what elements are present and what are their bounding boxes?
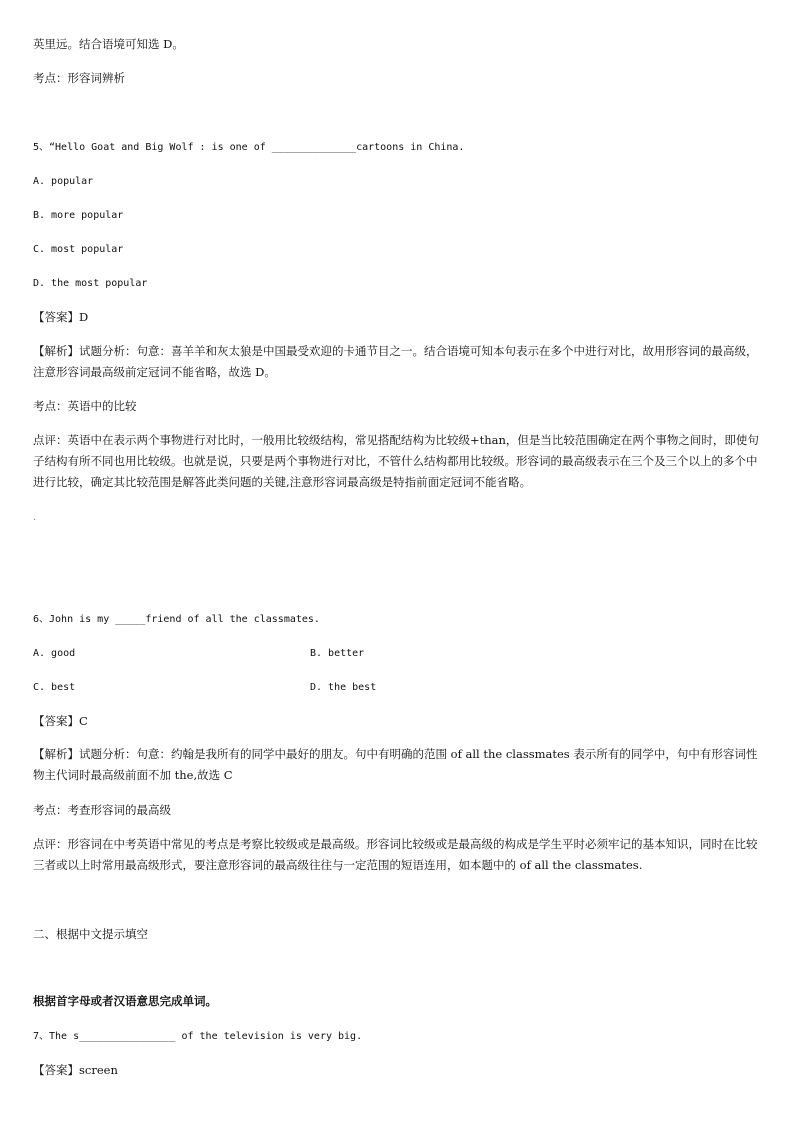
q5-stem: 5、“Hello Goat and Big Wolf : is one of ______________cartoons in China.	[33, 142, 465, 153]
q6-option-d: D. the best	[310, 682, 377, 693]
section-instruction: 根据首字母或者汉语意思完成单词。	[33, 994, 217, 1008]
q6-stem: 6、John is my _____friend of all the classmates.	[33, 614, 320, 625]
q6-kaodian: 考点：考查形容词的最高级	[33, 803, 171, 817]
q5-option-c: C. most popular	[33, 244, 124, 255]
q5-option-d: D. the most popular	[33, 278, 148, 289]
q5-option-b: B. more popular	[33, 210, 124, 221]
section-heading: 二、根据中文提示填空	[33, 927, 148, 941]
q5-option-a: A. popular	[33, 176, 94, 187]
stray-dot: ·	[33, 515, 37, 526]
q5-comment: 点评：英语中在表示两个事物进行对比时，一般用比较级结构，常见搭配结构为比较级+than，但是当比较范围确定在两个事物之间时，即使句子结构有所不同也用比较级。也就是说，只要是两个事物进行对比，不管什么结构都用比较级。形容词的最高级表示在三个及三个以上的多个中进行比较，确定其比较范围是解答此类问题的关键,注意形容词最高级是特指前面定冠词不能省略。	[33, 433, 759, 489]
q6-answer: 【答案】C	[33, 714, 88, 728]
q6-comment: 点评：形容词在中考英语中常见的考点是考察比较级或是最高级。形容词比较级或是最高级的构成是学生平时必须牢记的基本知识，同时在比较三者或以上时常用最高级形式，要注意形容词的最高级往往与一定范围的短语连用，如本题中的 of all the classmates.	[33, 837, 758, 872]
q7-stem: 7、The s________________ of the television is very big.	[33, 1031, 363, 1042]
q6-analysis: 【解析】试题分析：句意：约翰是我所有的同学中最好的朋友。句中有明确的范围 of all the classmates 表示所有的同学中，句中有形容词性物主代词时最高级前面不加 the,故选 C	[33, 747, 758, 782]
q7-answer: 【答案】screen	[33, 1063, 118, 1077]
q5-answer: 【答案】D	[33, 310, 89, 324]
q5-kaodian: 考点：英语中的比较	[33, 399, 137, 413]
q5-analysis: 【解析】试题分析：句意：喜羊羊和灰太狼是中国最受欢迎的卡通节目之一。结合语境可知本句表示在多个中进行对比，故用形容词的最高级，注意形容词最高级前定冠词不能省略，故选 D。	[33, 344, 758, 379]
q6-option-c: C. best	[33, 682, 76, 693]
q4-tail-text: 英里远。结合语境可知选 D。	[33, 37, 184, 51]
q6-option-a: A. good	[33, 648, 76, 659]
q6-option-b: B. better	[310, 648, 365, 659]
q4-kaodian: 考点：形容词辨析	[33, 71, 125, 85]
